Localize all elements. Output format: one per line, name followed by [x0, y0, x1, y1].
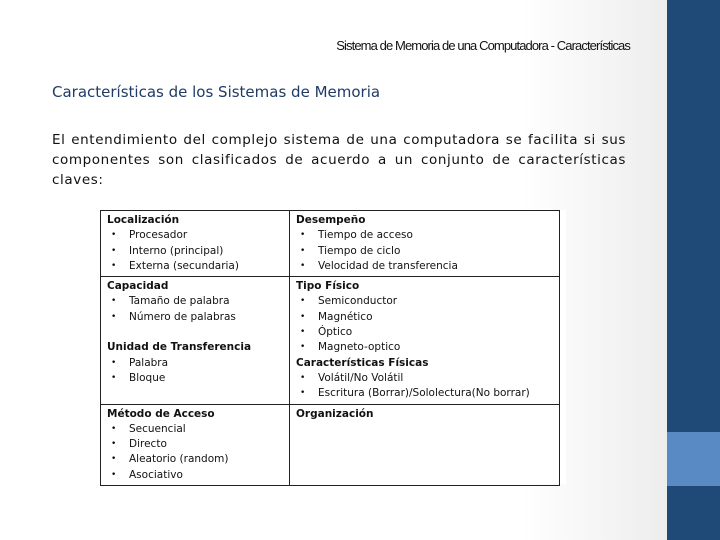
category-title: Tipo Físico [296, 280, 360, 293]
category-title: Localización [107, 214, 180, 226]
category-title: Unidad de Transferencia [107, 341, 252, 354]
slide-heading: Características de los Sistemas de Memoria [52, 83, 381, 101]
bullet-icon: • [300, 327, 306, 338]
list-item: • Óptico [296, 325, 553, 340]
bullet-icon: • [111, 372, 117, 383]
bullet-icon: • [111, 469, 117, 480]
bullet-icon: • [300, 245, 306, 256]
cell-capacidad-unidad [101, 277, 290, 404]
bullet-icon: • [300, 296, 306, 307]
list-item: • Bloque [107, 371, 283, 386]
bullet-icon: • [300, 388, 306, 399]
cell-desempeno [290, 211, 560, 277]
bullet-icon: • [111, 423, 117, 434]
list-item: • Secuencial [107, 422, 283, 437]
list-item: • Magnético [296, 310, 553, 325]
category-title: Características Físicas [296, 356, 429, 369]
body-paragraph: El entendimiento del complejo sistema de una computadora se facilita si sus componentes son clasificados de acuerdo a un conjunto de características claves: [52, 132, 626, 188]
bullet-icon: • [300, 230, 306, 241]
list-item: • Externa (secundaria) [107, 259, 283, 274]
list-item: • Velocidad de transferencia [296, 259, 553, 274]
category-title: Organización [296, 407, 374, 420]
list-item: • Volátil/No Volátil [296, 371, 553, 386]
list-item: • Escritura (Borrar)/Sololectura(No borrar) [296, 386, 553, 401]
bullet-icon: • [111, 260, 117, 271]
category-title: Capacidad [107, 280, 169, 293]
list-item: • Tiempo de ciclo [296, 244, 553, 259]
bullet-icon: • [111, 357, 117, 368]
characteristics-table-image [100, 210, 566, 484]
cell-metodo-acceso [101, 404, 290, 485]
bullet-icon: • [300, 260, 306, 271]
bullet-icon: • [300, 342, 306, 353]
list-item: • Tiempo de acceso [296, 228, 553, 243]
bullet-icon: • [111, 439, 117, 450]
cell-tipo-caracteristicas [290, 277, 560, 404]
category-title: Desempeño [296, 214, 366, 226]
list-item: • Número de palabras [107, 310, 283, 325]
list-item: • Procesador [107, 228, 283, 243]
bullet-icon: • [111, 454, 117, 465]
decorative-sidebar-accent [667, 432, 720, 486]
cell-organizacion [290, 404, 560, 485]
characteristics-table [100, 210, 560, 486]
list-item: • Tamaño de palabra [107, 294, 283, 309]
bullet-icon: • [300, 372, 306, 383]
bullet-icon: • [111, 230, 117, 241]
category-title: Método de Acceso [107, 407, 215, 420]
bullet-icon: • [111, 311, 117, 322]
bullet-icon: • [111, 296, 117, 307]
bullet-icon: • [300, 311, 306, 322]
header-title: Sistema de Memoria de una Computadora - Características [336, 38, 630, 53]
list-item: • Palabra [107, 356, 283, 371]
list-item: • Magneto-optico [296, 340, 553, 355]
list-item: • Asociativo [107, 468, 283, 483]
list-item: • Directo [107, 437, 283, 452]
list-item: • Semiconductor [296, 294, 553, 309]
cell-localizacion [101, 211, 290, 277]
bullet-icon: • [111, 245, 117, 256]
list-item: • Aleatorio (random) [107, 452, 283, 467]
list-item: • Interno (principal) [107, 244, 283, 259]
